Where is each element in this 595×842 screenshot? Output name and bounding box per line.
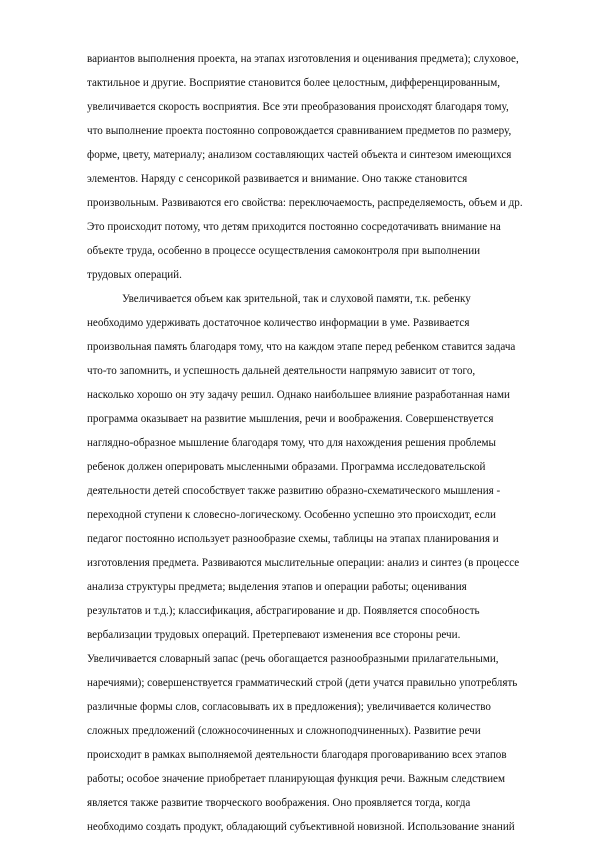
text-line: результатов и т.д.); классификация, абстрагирование и др. Появляется способность — [87, 605, 480, 617]
text-line: ребенок должен оперировать мысленными образами. Программа исследовательской — [87, 461, 486, 473]
text-line: Увеличивается словарный запас (речь обогащается разнообразными прилагательными, — [87, 653, 499, 665]
text-line: трудовых операций. — [87, 269, 182, 281]
text-line: увеличивается скорость восприятия. Все эти преобразования происходят благодаря тому, — [87, 101, 509, 113]
text-line: переходной ступени к словесно-логическому. Особенно успешно это происходит, если — [87, 509, 496, 521]
text-line: вариантов выполнения проекта, на этапах изготовления и оценивания предмета); слуховое, — [87, 53, 519, 65]
text-line: произвольным. Развиваются его свойства: переключаемость, распределяемость, объем и др. — [87, 197, 523, 209]
text-line: происходит в рамках выполняемой деятельности благодаря проговариванию всех этапов — [87, 749, 507, 761]
text-line: вербализации трудовых операций. Претерпевают изменения все стороны речи. — [87, 629, 461, 641]
text-line: объекте труда, особенно в процессе осуществления самоконтроля при выполнении — [87, 245, 481, 257]
text-line: программа оказывает на развитие мышления, речи и воображения. Совершенствуется — [87, 413, 494, 425]
text-line: педагог постоянно использует разнообразие схемы, таблицы на этапах планирования и — [87, 533, 499, 545]
text-line: деятельности детей способствует также развитию образно-схематического мышления - — [87, 485, 501, 497]
text-line: произвольная память благодаря тому, что на каждом этапе перед ребенком ставится задача — [87, 341, 516, 353]
text-line: различные формы слов, согласовывать их в предложения); увеличивается количество — [87, 701, 491, 713]
text-line: необходимо создать продукт, обладающий субъективной новизной. Использование знаний — [87, 821, 515, 833]
text-line: элементов. Наряду с сенсорикой развивается и внимание. Оно также становится — [87, 173, 468, 185]
text-line: что выполнение проекта постоянно сопровождается сравниванием предметов по размеру, — [87, 125, 512, 137]
text-line: насколько хорошо он эту задачу решил. Однако наибольшее влияние разработанная нами — [87, 389, 510, 401]
text-line: тактильное и другие. Восприятие становится более целостным, дифференцированным, — [87, 77, 501, 89]
text-line: наглядно-образное мышление благодаря тому, что для нахождения решения проблемы — [87, 437, 496, 449]
text-line: работы; особое значение приобретает планирующая функция речи. Важным следствием — [87, 773, 505, 785]
text-line: сложных предложений (сложносочиненных и сложноподчиненных). Развитие речи — [87, 725, 481, 737]
text-line: Это происходит потому, что детям приходится постоянно сосредотачивать внимание на — [87, 221, 501, 233]
text-line: форме, цвету, материалу; анализом составляющих частей объекта и синтезом имеющихся — [87, 149, 512, 161]
text-line: необходимо удерживать достаточное количество информации в уме. Развивается — [87, 317, 470, 329]
text-line: что-то запомнить, и успешность дальней деятельности напрямую зависит от того, — [87, 365, 476, 377]
text-line: наречиями); совершенствуется грамматический строй (дети учатся правильно употреблять — [87, 677, 518, 689]
text-line: является также развитие творческого воображения. Оно проявляется тогда, когда — [87, 797, 471, 809]
text-line: изготовления предмета. Развиваются мыслительные операции: анализ и синтез (в процессе — [87, 557, 520, 569]
text-line: анализа структуры предмета; выделения этапов и операции работы; оценивания — [87, 581, 467, 593]
paragraph-first-line: Увеличивается объем как зрительной, так и слуховой памяти, т.к. ребенку — [122, 293, 471, 305]
